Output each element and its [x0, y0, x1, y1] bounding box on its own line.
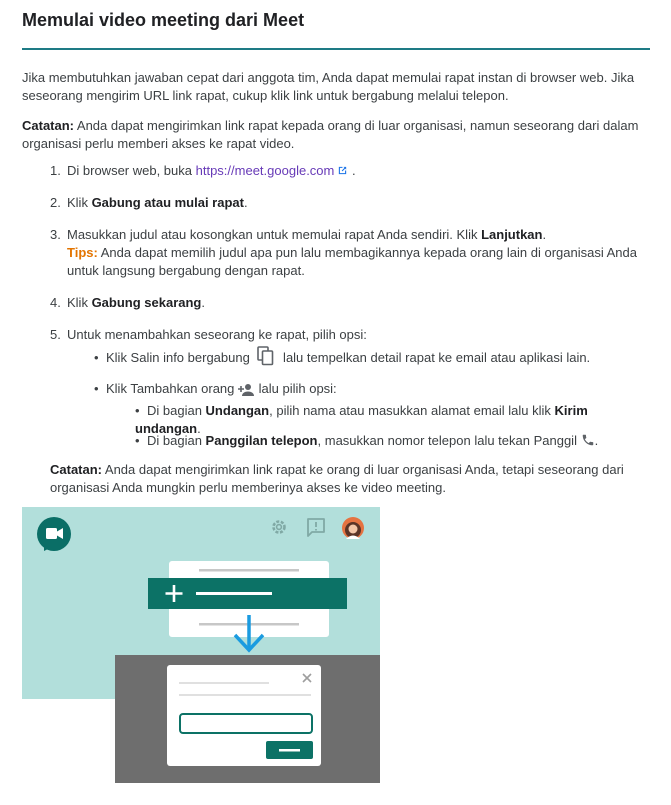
step-text: Di browser web, buka — [67, 163, 196, 178]
steps-list — [50, 162, 650, 344]
step-text: Klik — [67, 195, 92, 210]
step-bold: Lanjutkan — [481, 227, 543, 242]
title-divider — [22, 48, 650, 50]
step-1 — [50, 162, 650, 180]
tip-label: Tips: — [67, 245, 98, 260]
step-text-end: . — [542, 227, 547, 242]
step-text-end: . — [348, 163, 356, 178]
item-bold: Undangan — [205, 403, 270, 418]
step-4 — [50, 294, 650, 312]
note-paragraph-2 — [50, 461, 650, 497]
intro-paragraph: Jika membutuhkan jawaban cepat dari anggota tim, Anda dapat memulai rapat instan di browser web. Jika seseorang mengirim URL link rapat, cukup klik link untuk bergabung melalui telepon. — [22, 70, 635, 103]
sub-item-text-end: lalu pilih opsi: — [255, 381, 337, 396]
title-input — [180, 714, 312, 733]
step-number: 2. — [50, 195, 61, 210]
step-bold: Gabung sekarang — [91, 295, 202, 310]
sub-item-text: Klik Salin info bergabung — [106, 350, 254, 365]
sub-item-text: Klik Tambahkan orang — [106, 381, 239, 396]
sub-sub-item-phone: • Di bagian Panggilan telepon, masukkan nomor telepon lalu tekan Panggil . — [135, 433, 599, 448]
step-text: Klik — [67, 295, 92, 310]
step-number: 5. — [50, 327, 61, 342]
note-label: Catatan: — [50, 462, 103, 477]
tip-block — [67, 244, 650, 280]
note-text: Anda dapat mengirimkan link rapat kepada orang di luar organisasi, namun seseorang dari dalam organisasi perlu memberi akses ke rapat video. — [22, 118, 639, 151]
sub-item-add-people: • Klik Tambahkan orang lalu pilih opsi: — [94, 381, 337, 396]
page-title: Memulai video meeting dari Meet — [22, 10, 305, 30]
step-number: 1. — [50, 163, 61, 178]
sub-sub-item-invite: • Di bagian Undangan, pilih nama atau masukkan alamat email lalu klik Kirim undangan. — [135, 403, 588, 436]
item-bold: Panggilan telepon — [205, 433, 318, 448]
meet-illustration — [22, 507, 380, 783]
item-text: Di bagian — [147, 403, 206, 418]
step-number: 3. — [50, 227, 61, 242]
note-text: Anda dapat mengirimkan link rapat ke orang di luar organisasi Anda, tetapi seseorang dari organisasi Anda mungkin perlu memberinya akses ke video meeting. — [50, 462, 624, 495]
external-link-icon[interactable] — [337, 165, 348, 176]
avatar — [342, 517, 364, 539]
step-3 — [50, 226, 650, 280]
step-text: Untuk menambahkan seseorang ke rapat, pilih opsi: — [67, 327, 367, 342]
sub-item-text-end: lalu tempelkan detail rapat ke email atau aplikasi lain. — [279, 350, 591, 365]
item-text: Di bagian — [147, 433, 206, 448]
add-person-icon — [238, 383, 255, 397]
step-text-end: . — [243, 195, 248, 210]
note-label: Catatan: — [22, 118, 75, 133]
item-bold-2: Kirim undangan — [135, 403, 588, 436]
item-text-end: . — [594, 433, 599, 448]
step-bold: Gabung atau mulai rapat — [91, 195, 244, 210]
step-text-end: . — [201, 295, 205, 310]
step-number: 4. — [50, 295, 61, 310]
item-text-end: . — [197, 421, 201, 436]
item-text-mid: , masukkan nomor telepon lalu tekan Panggil — [317, 433, 581, 448]
step-2 — [50, 194, 650, 212]
phone-icon — [581, 433, 595, 447]
note-paragraph-1 — [22, 117, 650, 153]
item-text-mid: , pilih nama atau masukkan alamat email lalu klik — [269, 403, 555, 418]
step-5 — [50, 326, 650, 344]
meet-link[interactable]: https://meet.google.com — [195, 163, 335, 178]
step-text: Masukkan judul atau kosongkan untuk memulai rapat Anda sendiri. Klik — [67, 227, 482, 242]
copy-icon — [257, 346, 275, 366]
meet-logo-icon — [37, 517, 71, 551]
tip-text: Anda dapat memilih judul apa pun lalu membagikannya kepada orang lain di organisasi Anda untuk langsung bergabung dengan rapat. — [67, 245, 637, 278]
illustration-svg — [22, 507, 380, 783]
sub-item-copy-info: • Klik Salin info bergabung lalu tempelkan detail rapat ke email atau aplikasi lain. — [94, 346, 654, 367]
